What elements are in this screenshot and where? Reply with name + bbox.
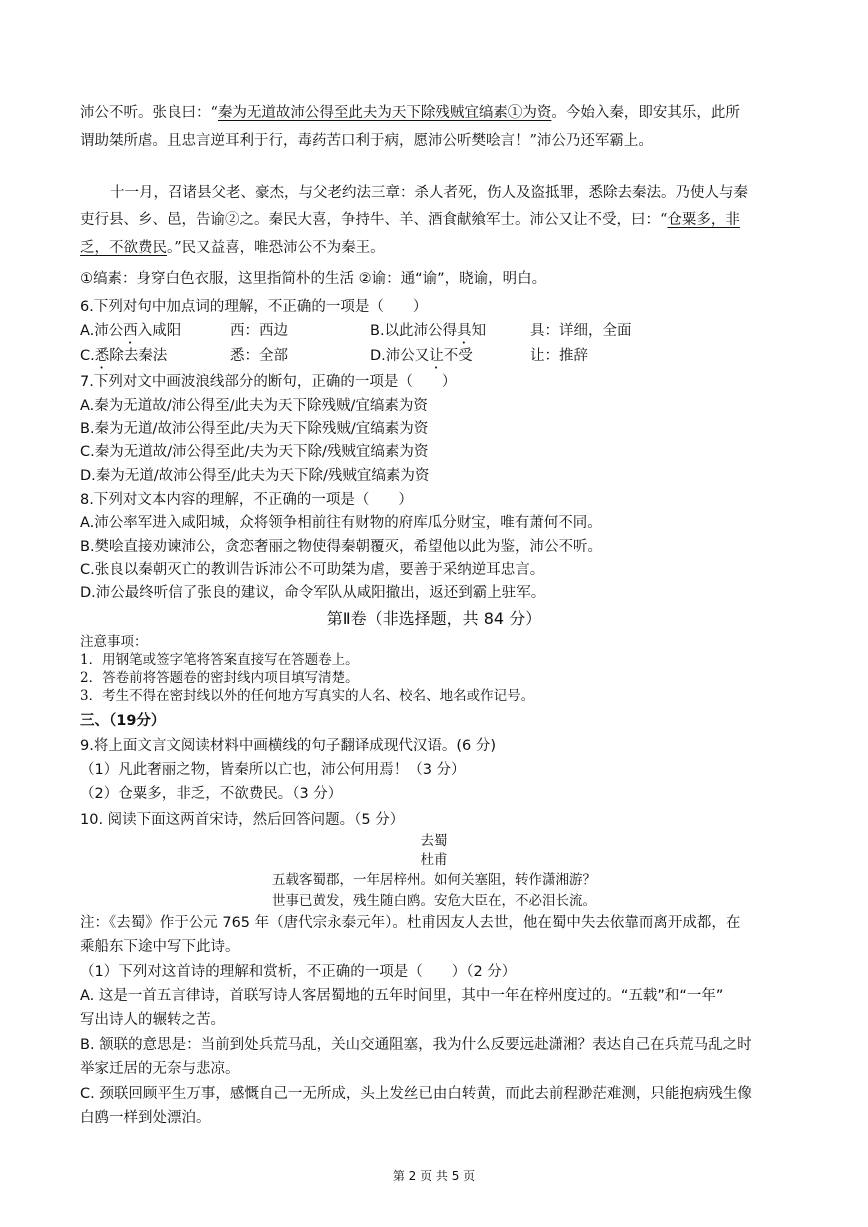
q10-1-option-a: A. 这是一首五言律诗，首联写诗人客居蜀地的五年时间里，其中一年在梓州度过的。“五载”和“一年” [80, 988, 724, 1004]
q6-gloss-c: 悉：全部 [230, 348, 288, 364]
passage-line-5 [80, 238, 385, 258]
q9-item-2: （2）仓粟多，非乏，不欲费民。（3 分） [80, 786, 343, 802]
poem-line-1: 五载客蜀郡，一年居梓州。如何关塞阻，转作潇湘游？ [272, 872, 596, 888]
q9-item-1: （1）凡此奢丽之物，皆秦所以亡也，沛公何用焉！（3 分） [80, 762, 466, 778]
q6-gloss-d: 让：推辞 [530, 348, 588, 364]
q10-1-option-b: B. 颔联的意思是：当前到处兵荒马乱，关山交通阻塞，我为什么反要远赴潇湘？表达自己在兵荒马乱之时 [80, 1037, 752, 1053]
section-title: 第Ⅱ卷（非选择题，共 84 分） [326, 609, 542, 628]
q6-row-ab [80, 321, 632, 347]
q10-1-option-c-cont: 白鸥一样到处漂泊。 [80, 1110, 211, 1126]
q7-stem: 7.下列对文中画波浪线部分的断句，正确的一项是（ ） [80, 374, 457, 390]
part3-title: 三、（19分） [80, 713, 166, 729]
q6-gloss-a: 西：西边 [230, 323, 288, 339]
q7-option-b: B.秦为无道/故沛公得至此/夫为天下除残贼/宜缟素为资 [80, 421, 429, 437]
notice-item-3: 3．考生不得在密封线以外的任何地方写真实的人名、校名、地名或作记号。 [80, 688, 535, 704]
underlined-sentence: 乏，不欲费民 [80, 240, 167, 256]
q6-stem: 6.下列对句中加点词的理解，不正确的一项是（ ） [80, 299, 428, 315]
passage-line-2: 谓助桀所虐。且忠言逆耳利于行，毒药苦口利于病，愿沛公听樊哙言！”沛公乃还军霸上。 [80, 133, 653, 149]
q6-option-b: B.以此沛公得具知 [370, 323, 487, 339]
q10-stem: 10. 阅读下面这两首宋诗，然后回答问题。（5 分） [80, 812, 405, 828]
q6-row-cd [80, 346, 588, 372]
q6-option-a: A.沛公西入咸阳 [80, 323, 182, 339]
q8-option-a: A.沛公率军进入咸阳城，众将领争相前往有财物的府库瓜分财宝，唯有萧何不同。 [80, 515, 602, 531]
q10-1-stem: （1）下列对这首诗的理解和赏析，不正确的一项是（ ）（2 分） [80, 964, 517, 980]
passage-text: 。”民又益喜，唯恐沛公不为秦王。 [167, 240, 385, 256]
q6-gloss-b: 具：详细，全面 [530, 323, 632, 339]
notice-item-2: 2．答卷前将答题卷的密封线内项目填写清楚。 [80, 670, 359, 686]
poem-title: 去蜀 [420, 833, 448, 849]
passage-line-3: 十一月，召诸县父老、豪杰，与父老约法三章：杀人者死，伤人及盗抵罪，悉除去秦法。乃使人与秦 [110, 185, 748, 201]
q8-option-d: D.沛公最终听信了张良的建议，命令军队从咸阳撤出，返还到霸上驻军。 [80, 585, 546, 601]
q7-option-a: A.秦为无道故/沛公得至/此夫为天下除残贼/宜缟素为资 [80, 398, 428, 414]
q8-stem: 8.下列对文本内容的理解，不正确的一项是（ ） [80, 492, 413, 508]
passage-text: 吏行县、乡、邑，告谕②之。秦民大喜，争持牛、羊、酒食献飨军士。沛公又让不受，曰：“ [80, 212, 668, 228]
underlined-sentence: 秦为无道故沛公得至此夫为天下除残贼宜缟素①为资 [217, 105, 552, 121]
footnote: ①缟素：身穿白色衣服，这里指简朴的生活 ②谕：通“谕”，晓谕，明白。 [80, 271, 547, 287]
q7-option-c: C.秦为无道故/沛公得至此/夫为天下除/残贼宜缟素为资 [80, 444, 429, 460]
q6-option-d: D.沛公又让不受 [370, 348, 473, 364]
q7-option-d: D.秦为无道/故沛公得至/此夫为天下除/残贼宜缟素为资 [80, 468, 430, 484]
passage-text: 。今始入秦，即安其乐，此所 [551, 105, 740, 121]
passage-line-4 [80, 210, 740, 230]
poem-author: 杜甫 [420, 852, 448, 868]
poem-line-2: 世事已黄发，残生随白鸥。安危大臣在，不必泪长流。 [272, 893, 596, 909]
notice-item-1: 1．用钢笔或签字笔将答案直接写在答题卷上。 [80, 652, 359, 668]
q6-option-c: C.悉除去秦法 [80, 348, 168, 364]
q9-stem: 9.将上面文言文阅读材料中画横线的句子翻译成现代汉语。(6 分) [80, 738, 496, 754]
page-number: 第 2 页 共 5 页 [392, 1169, 476, 1183]
q10-1-option-b-cont: 举家迁居的无奈与悲凉。 [80, 1061, 240, 1077]
annotation-line-2: 乘船东下途中写下此诗。 [80, 939, 240, 955]
notice-title: 注意事项： [80, 634, 148, 650]
q8-option-b: B.樊哙直接劝谏沛公，贪恋奢丽之物使得秦朝覆灭，希望他以此为鉴，沛公不听。 [80, 539, 603, 555]
passage-line-1 [80, 103, 740, 123]
passage-text: 沛公不听。张良曰：“ [80, 105, 218, 121]
underlined-sentence: 仓粟多，非 [667, 212, 740, 228]
q10-1-option-a-cont: 写出诗人的辗转之苦。 [80, 1012, 225, 1028]
annotation-line-1: 注：《去蜀》作于公元 765 年（唐代宗永泰元年）。杜甫因友人去世，他在蜀中失去依靠而离开成都，在 [80, 915, 741, 931]
q10-1-option-c: C. 颈联回顾平生万事，感慨自己一无所成，头上发丝已由白转黄，而此去前程渺茫难测，只能抱病残生像 [80, 1086, 752, 1102]
q8-option-c: C.张良以秦朝灭亡的教训告诉沛公不可助桀为虐，要善于采纳逆耳忠言。 [80, 562, 545, 578]
